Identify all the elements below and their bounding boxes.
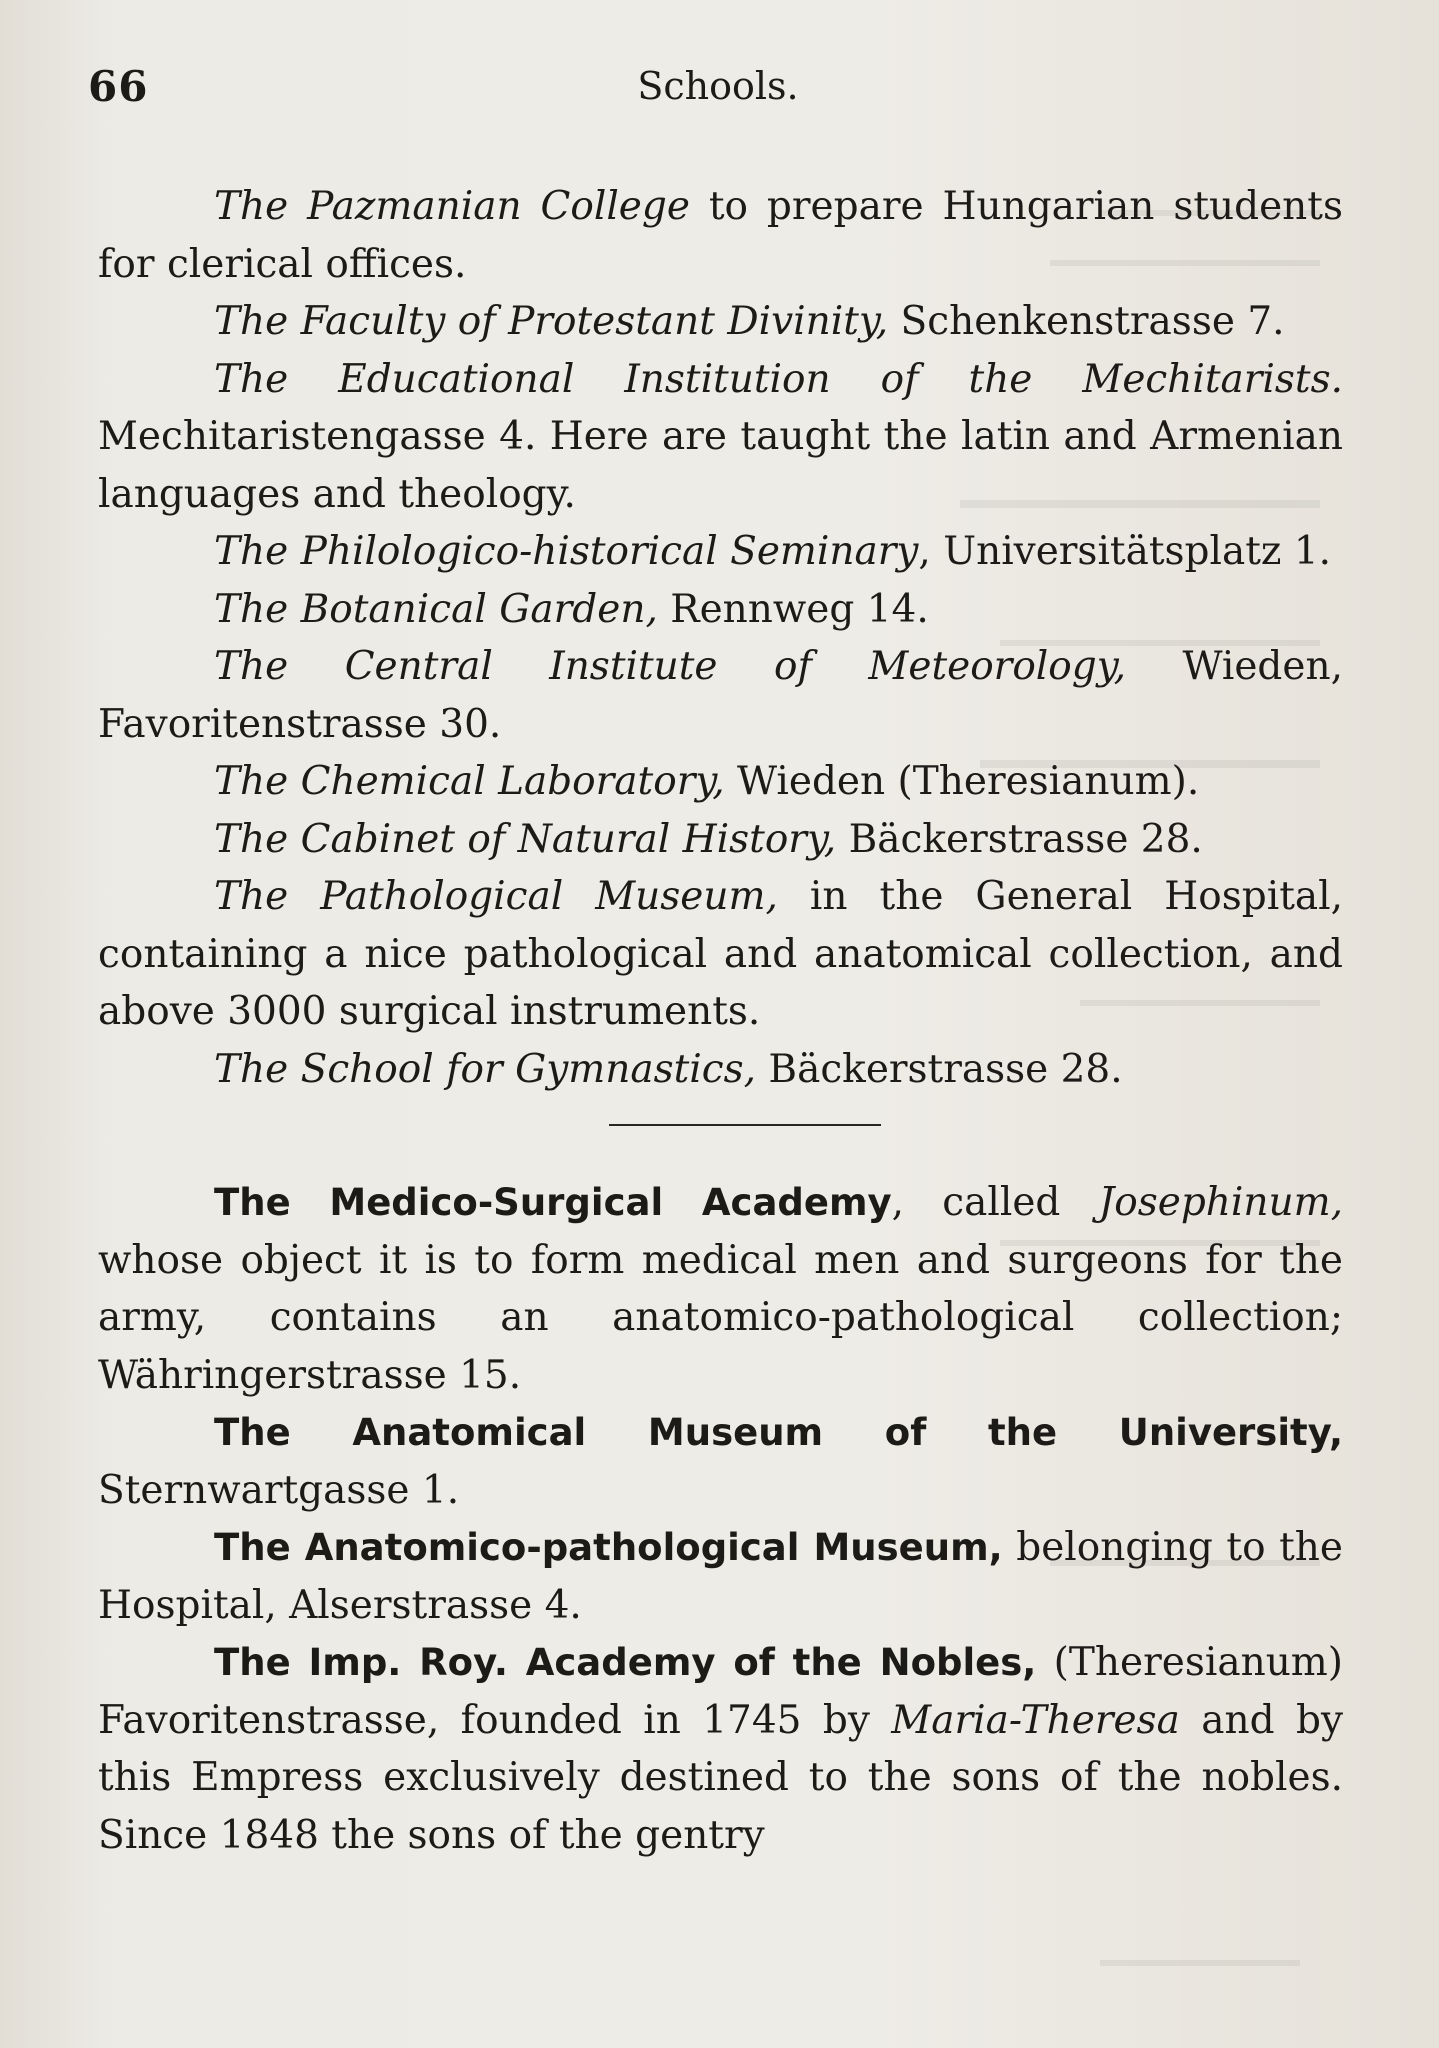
running-head: Schools.: [637, 64, 799, 108]
entry-title: The Pazmanian College: [214, 184, 690, 229]
entry-italic: Josephinum,: [1098, 1180, 1343, 1225]
entry-mechitarists: [98, 351, 1343, 524]
entry-text: Wieden (Theresianum).: [724, 759, 1200, 804]
entry-text: Sternwartgasse 1.: [98, 1467, 460, 1513]
entry-natural-history: [98, 811, 1343, 869]
entry-text: Bäckerstrasse 28.: [756, 1046, 1123, 1092]
entry-botanical-garden: [98, 581, 1343, 639]
entry-title: The Botanical Garden,: [214, 586, 658, 632]
entry-text: Wieden, Favoritenstrasse 30.: [98, 644, 1343, 747]
entry-title: The Educational Institution of the Mechitarists.: [214, 356, 1343, 402]
entry-text: Mechitaristengasse 4. Here are taught the latin and Armenian languages and theology.: [98, 414, 1343, 517]
entry-pazmanian-college: [98, 178, 1343, 293]
entry-chemical-laboratory: [98, 753, 1343, 811]
entry-text: belonging to the Hospital, Alserstrasse 4.: [98, 1525, 1343, 1628]
entry-heading: The Medico-Surgical Academy: [214, 1181, 892, 1224]
entry-text: (Theresianum) Favoritenstrasse, founded in 1745 by: [98, 1640, 1344, 1743]
entry-text: , called: [891, 1180, 1099, 1225]
entry-italic: Maria-Theresa: [891, 1697, 1180, 1743]
entry-text: in the General Hospital, containing a nice pathological and anatomical collection, and above 3000 surgical instruments.: [98, 874, 1343, 1034]
page-number: 66: [88, 62, 149, 111]
entry-heading: The Anatomico-pathological Museum,: [214, 1526, 1003, 1569]
entry-heading: The Anatomical Museum of the University,: [214, 1411, 1343, 1454]
entry-text: to prepare Hungarian students for clerical offices.: [98, 184, 1343, 287]
entry-title: The School for Gymnastics,: [214, 1046, 757, 1092]
entry-text: whose object it is to form medical men and surgeons for the army, contains an anatomico-pathological collection; Währingerstrasse 15.: [98, 1237, 1343, 1398]
entry-title: The Faculty of Protestant Divinity,: [214, 299, 889, 344]
entry-school-gymnastics: [98, 1041, 1343, 1099]
entry-title: The Chemical Laboratory,: [214, 759, 725, 804]
entry-title: The Pathological Museum,: [214, 874, 778, 919]
entry-text: , Universitätsplatz 1.: [918, 529, 1332, 574]
entry-title: The Central Institute of Meteorology,: [214, 644, 1126, 689]
entry-heading: The Imp. Roy. Academy of the Nobles,: [214, 1641, 1037, 1684]
entry-text: Rennweg 14.: [657, 586, 929, 632]
entry-title: The Cabinet of Natural History,: [214, 816, 837, 862]
section-divider: [609, 1124, 881, 1126]
entry-text: Bäckerstrasse 28.: [836, 816, 1203, 862]
entry-title: The Philologico-historical Seminary: [214, 529, 919, 574]
entry-pathological-museum: [98, 868, 1343, 1041]
entry-meteorology: [98, 638, 1343, 753]
entry-protestant-divinity: [98, 293, 1343, 351]
entry-philologico-seminary: [98, 523, 1343, 581]
entry-text: Schenkenstrasse 7.: [888, 299, 1285, 344]
page-header: [88, 62, 1348, 122]
page-body: [98, 178, 1343, 1864]
entry-academy-nobles: [98, 1634, 1343, 1864]
entry-medico-surgical-academy: [98, 1174, 1343, 1404]
entry-text: and by this Empress exclusively destined to the sons of the nobles. Since 1848 the sons of the gentry: [98, 1697, 1343, 1858]
entry-anatomico-pathological-museum: [98, 1519, 1343, 1634]
entry-anatomical-museum: [98, 1404, 1343, 1519]
